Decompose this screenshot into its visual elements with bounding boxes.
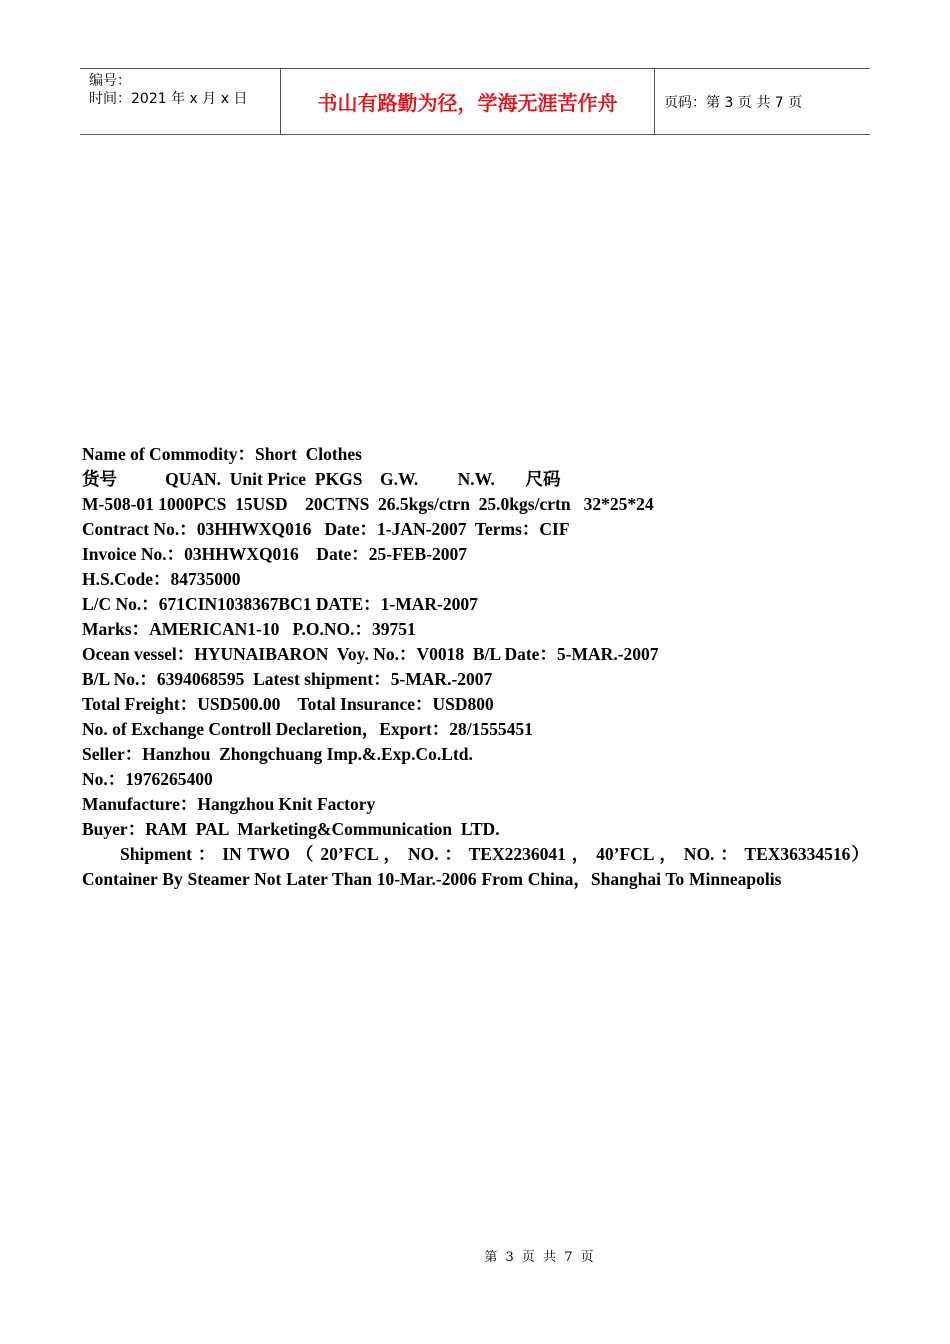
- number-label: 编号：: [89, 73, 131, 89]
- body-line: H.S.Code：84735000: [82, 569, 241, 589]
- body-line: B/L No.：6394068595 Latest shipment：5-MAR.-2007: [82, 669, 493, 689]
- header-meta: [80, 69, 281, 134]
- body-line: M-508-01 1000PCS 15USD 20CTNS 26.5kgs/ctrn 25.0kgs/crtn 32*25*24: [82, 494, 654, 514]
- body-line: Total Freight：USD500.00 Total Insurance：USD800: [82, 694, 494, 714]
- body-line: No. of Exchange Controll Declaretion，Export：28/1555451: [82, 719, 533, 739]
- body-line: Ocean vessel：HYUNAIBARON Voy. No.：V0018 B/L Date：5-MAR.-2007: [82, 644, 659, 664]
- body-line: Invoice No.：03HHWXQ016 Date：25-FEB-2007: [82, 544, 467, 564]
- header-page-info: 页码：第 3 页 共 7 页: [664, 94, 803, 111]
- body-line: Buyer：RAM PAL Marketing&Communication LTD.: [82, 819, 500, 839]
- body-line: Contract No.：03HHWXQ016 Date：1-JAN-2007 Terms：CIF: [82, 519, 570, 539]
- body-line: Seller：Hanzhou Zhongchuang Imp.&.Exp.Co.Ltd.: [82, 744, 473, 764]
- body-line: 货号 QUAN. Unit Price PKGS G.W. N.W. 尺码: [82, 469, 561, 489]
- body-line: Name of Commodity：Short Clothes: [82, 444, 362, 464]
- page-footer: 第 3 页 共 7 页: [484, 1250, 596, 1265]
- time-label: 时间：2021 年 x 月 x 日: [89, 91, 248, 107]
- shipment-paragraph: Shipment ： IN TWO （ 20’FCL ， NO. ： TEX2236041 ， 40’FCL ， NO. ： TEX36334516）Container By Steamer Not Later Than 10-Mar.-2006 From China，Shanghai To Minneapolis: [82, 844, 869, 889]
- body-line: L/C No.：671CIN1038367BC1 DATE：1-MAR-2007: [82, 594, 478, 614]
- document-body: [82, 442, 869, 892]
- body-line: No.：1976265400: [82, 769, 213, 789]
- body-line: Marks：AMERICAN1-10 P.O.NO.：39751: [82, 619, 416, 639]
- page-header: [80, 68, 870, 135]
- body-line: Manufacture：Hangzhou Knit Factory: [82, 794, 376, 814]
- header-motto: 书山有路勤为径，学海无涯苦作舟: [281, 69, 655, 134]
